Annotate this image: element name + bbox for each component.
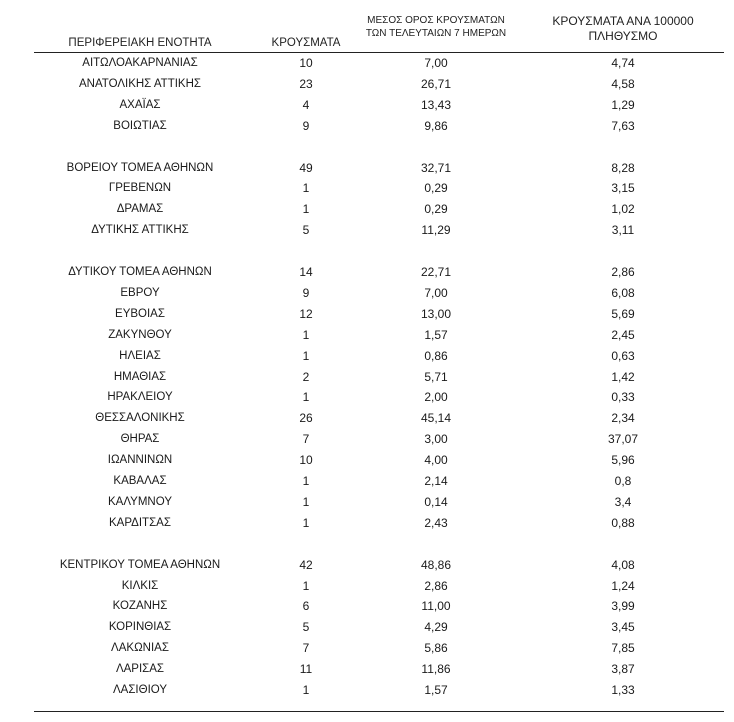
region-cell: ΒΟΡΕΙΟΥ ΤΟΜΕΑ ΑΘΗΝΩΝ bbox=[66, 161, 214, 174]
region-cell: ΚΕΝΤΡΙΚΟΥ ΤΟΜΕΑ ΑΘΗΝΩΝ bbox=[59, 558, 221, 571]
cases-cell: 26 bbox=[299, 411, 313, 426]
cases-cell: 5 bbox=[302, 620, 310, 635]
avg-cell: 22,71 bbox=[420, 265, 452, 280]
table-row bbox=[34, 576, 724, 597]
cases-cell: 11 bbox=[299, 662, 313, 677]
avg-cell: 0,29 bbox=[424, 181, 448, 196]
cases-cell: 9 bbox=[302, 286, 310, 301]
avg-cell: 1,57 bbox=[424, 327, 448, 342]
avg-cell: 11,00 bbox=[421, 599, 451, 614]
per-100k-cell: 1,42 bbox=[611, 369, 635, 384]
cases-cell: 1 bbox=[302, 474, 310, 489]
avg-cell: 2,86 bbox=[424, 578, 448, 593]
cases-cell: 6 bbox=[302, 599, 310, 614]
header-cases: ΚΡΟΥΣΜΑΤΑ bbox=[271, 37, 341, 49]
header-avg-line2: ΤΩΝ ΤΕΛΕΥΤΑΙΩΝ 7 ΗΜΕΡΩΝ bbox=[365, 28, 507, 39]
avg-cell: 32,71 bbox=[420, 160, 452, 175]
cases-cell: 1 bbox=[302, 327, 310, 342]
table-row bbox=[34, 450, 724, 471]
cases-cell: 1 bbox=[302, 202, 310, 217]
per-100k-cell: 0,88 bbox=[611, 515, 635, 530]
header-region: ΠΕΡΙΦΕΡΕΙΑΚΗ ΕΝΟΤΗΤΑ bbox=[68, 37, 212, 49]
per-100k-cell: 0,33 bbox=[611, 390, 635, 405]
avg-cell: 2,00 bbox=[424, 390, 448, 405]
table-row bbox=[34, 199, 724, 220]
region-cell: ΛΑΡΙΣΑΣ bbox=[115, 663, 165, 676]
region-cell: ΗΜΑΘΙΑΣ bbox=[113, 370, 167, 383]
region-cell: ΚΑΛΥΜΝΟΥ bbox=[108, 495, 172, 508]
region-cell: ΓΡΕΒΕΝΩΝ bbox=[108, 182, 172, 195]
table-row bbox=[34, 659, 724, 680]
per-100k-cell: 5,96 bbox=[611, 453, 635, 468]
per-100k-cell: 2,86 bbox=[611, 265, 635, 280]
table-row bbox=[34, 596, 724, 617]
per-100k-cell: 4,08 bbox=[611, 557, 635, 572]
table-row bbox=[34, 408, 724, 429]
per-100k-cell: 3,4 bbox=[614, 494, 632, 509]
table-row bbox=[34, 429, 724, 450]
cases-cell: 1 bbox=[302, 683, 310, 698]
per-100k-cell: 1,24 bbox=[611, 578, 635, 593]
region-cell: ΚΟΖΑΝΗΣ bbox=[112, 600, 168, 613]
per-100k-cell: 1,29 bbox=[611, 97, 635, 112]
per-100k-cell: 0,63 bbox=[611, 348, 635, 363]
table-row bbox=[34, 513, 724, 534]
region-cell: ΗΡΑΚΛΕΙΟΥ bbox=[107, 391, 173, 404]
per-100k-cell: 2,34 bbox=[611, 411, 635, 426]
cases-cell: 1 bbox=[302, 494, 310, 509]
avg-cell: 48,86 bbox=[420, 557, 452, 572]
region-cell: ΕΒΡΟΥ bbox=[120, 287, 160, 300]
region-cell: ΛΑΚΩΝΙΑΣ bbox=[111, 642, 169, 655]
cases-cell: 2 bbox=[302, 369, 310, 384]
avg-cell: 2,43 bbox=[424, 515, 448, 530]
region-cell: ΛΑΣΙΘΙΟΥ bbox=[112, 684, 168, 697]
avg-cell: 4,29 bbox=[424, 620, 448, 635]
per-100k-cell: 6,08 bbox=[611, 286, 635, 301]
table-row bbox=[34, 53, 724, 74]
per-100k-cell: 1,02 bbox=[611, 202, 635, 217]
avg-cell: 11,29 bbox=[421, 223, 451, 238]
region-cell: ΚΑΡΔΙΤΣΑΣ bbox=[109, 516, 171, 529]
cases-cell: 14 bbox=[299, 265, 313, 280]
region-cell: ΚΑΒΑΛΑΣ bbox=[113, 475, 167, 488]
per-100k-cell: 8,28 bbox=[611, 160, 635, 175]
per-100k-cell: 3,11 bbox=[611, 223, 635, 238]
per-100k-cell: 4,74 bbox=[611, 56, 635, 70]
per-100k-cell: 3,99 bbox=[611, 599, 635, 614]
cases-table bbox=[34, 0, 724, 701]
bottom-rule bbox=[34, 711, 724, 712]
avg-cell: 9,86 bbox=[424, 118, 448, 133]
table-row bbox=[34, 680, 724, 701]
header-per-line1: ΚΡΟΥΣΜΑΤΑ ΑΝΑ 100000 bbox=[552, 14, 694, 28]
avg-cell: 0,86 bbox=[424, 348, 448, 363]
avg-cell: 45,14 bbox=[420, 411, 452, 426]
table-row bbox=[34, 555, 724, 576]
region-cell: ΒΟΙΩΤΙΑΣ bbox=[113, 119, 167, 132]
per-100k-cell: 3,87 bbox=[611, 662, 635, 677]
cases-cell: 1 bbox=[302, 181, 310, 196]
header-per-line2: ΠΛΗΘΥΣΜΟ bbox=[588, 29, 658, 43]
avg-cell: 5,71 bbox=[424, 369, 448, 384]
cases-cell: 12 bbox=[299, 306, 313, 321]
avg-cell: 11,86 bbox=[421, 662, 451, 677]
table-row bbox=[34, 116, 724, 137]
avg-cell: 7,00 bbox=[424, 56, 448, 70]
per-100k-cell: 0,8 bbox=[614, 474, 632, 489]
table-row bbox=[34, 638, 724, 659]
region-cell: ΑΝΑΤΟΛΙΚΗΣ ΑΤΤΙΚΗΣ bbox=[78, 77, 201, 90]
table-row bbox=[34, 304, 724, 325]
per-100k-cell: 7,63 bbox=[611, 118, 635, 133]
region-cell: ΗΛΕΙΑΣ bbox=[119, 349, 161, 362]
region-cell: ΔΡΑΜΑΣ bbox=[116, 203, 164, 216]
avg-cell: 1,57 bbox=[424, 683, 448, 698]
table-row bbox=[34, 387, 724, 408]
per-100k-cell: 2,45 bbox=[611, 327, 635, 342]
cases-cell: 7 bbox=[302, 641, 310, 656]
avg-cell: 13,43 bbox=[420, 97, 452, 112]
cases-cell: 1 bbox=[302, 390, 310, 405]
table-row bbox=[34, 74, 724, 95]
per-100k-cell: 4,58 bbox=[611, 76, 635, 91]
avg-cell: 26,71 bbox=[420, 76, 452, 91]
cases-cell: 5 bbox=[302, 223, 310, 238]
per-100k-cell: 3,45 bbox=[611, 620, 635, 635]
avg-cell: 13,00 bbox=[420, 306, 452, 321]
region-cell: ΘΗΡΑΣ bbox=[120, 433, 160, 446]
table-row bbox=[34, 95, 724, 116]
table-row bbox=[34, 220, 724, 241]
avg-cell: 0,14 bbox=[424, 494, 448, 509]
avg-cell: 7,00 bbox=[424, 286, 448, 301]
cases-cell: 1 bbox=[302, 578, 310, 593]
cases-cell: 9 bbox=[302, 118, 310, 133]
region-cell: ΑΙΤΩΛΟΑΚΑΡΝΑΝΙΑΣ bbox=[82, 57, 198, 69]
cases-cell: 1 bbox=[302, 515, 310, 530]
cases-cell: 49 bbox=[299, 160, 313, 175]
region-cell: ΚΙΛΚΙΣ bbox=[121, 579, 159, 592]
table-row bbox=[34, 158, 724, 179]
per-100k-cell: 5,69 bbox=[611, 306, 635, 321]
cases-cell: 10 bbox=[299, 453, 313, 468]
region-cell: ΖΑΚΥΝΘΟΥ bbox=[108, 328, 172, 341]
avg-cell: 3,00 bbox=[424, 432, 448, 447]
avg-cell: 5,86 bbox=[424, 641, 448, 656]
table-row bbox=[34, 367, 724, 388]
cases-cell: 4 bbox=[302, 97, 310, 112]
region-cell: ΘΕΣΣΑΛΟΝΙΚΗΣ bbox=[95, 412, 185, 425]
per-100k-cell: 3,15 bbox=[611, 181, 635, 196]
per-100k-cell: 37,07 bbox=[607, 432, 639, 447]
header-avg-line1: ΜΕΣΟΣ ΟΡΟΣ ΚΡΟΥΣΜΑΤΩΝ bbox=[367, 15, 505, 26]
region-cell: ΚΟΡΙΝΘΙΑΣ bbox=[108, 621, 172, 634]
cases-cell: 42 bbox=[299, 557, 313, 572]
cases-cell: 23 bbox=[299, 76, 313, 91]
avg-cell: 0,29 bbox=[424, 202, 448, 217]
header-avg-7-days bbox=[356, 14, 516, 40]
region-cell: ΔΥΤΙΚΗΣ ΑΤΤΙΚΗΣ bbox=[91, 224, 189, 237]
table-row bbox=[34, 178, 724, 199]
avg-cell: 2,14 bbox=[424, 474, 448, 489]
header-per-100k bbox=[522, 14, 724, 44]
per-100k-cell: 7,85 bbox=[611, 641, 635, 656]
table-row bbox=[34, 492, 724, 513]
per-100k-cell: 1,33 bbox=[611, 683, 635, 698]
region-cell: ΔΥΤΙΚΟΥ ΤΟΜΕΑ ΑΘΗΝΩΝ bbox=[68, 266, 212, 279]
table-row bbox=[34, 346, 724, 367]
cases-cell: 1 bbox=[302, 348, 310, 363]
table-row bbox=[34, 617, 724, 638]
avg-cell: 4,00 bbox=[424, 453, 448, 468]
table-header bbox=[34, 0, 724, 53]
table-row bbox=[34, 262, 724, 283]
table-row bbox=[34, 283, 724, 304]
region-cell: ΕΥΒΟΙΑΣ bbox=[115, 307, 165, 320]
table-row bbox=[34, 471, 724, 492]
cases-cell: 10 bbox=[299, 56, 313, 70]
table-body bbox=[34, 53, 724, 701]
region-cell: ΑΧΑΪΑΣ bbox=[119, 98, 161, 111]
region-cell: ΙΩΑΝΝΙΝΩΝ bbox=[107, 454, 173, 467]
cases-cell: 7 bbox=[302, 432, 310, 447]
table-row bbox=[34, 325, 724, 346]
